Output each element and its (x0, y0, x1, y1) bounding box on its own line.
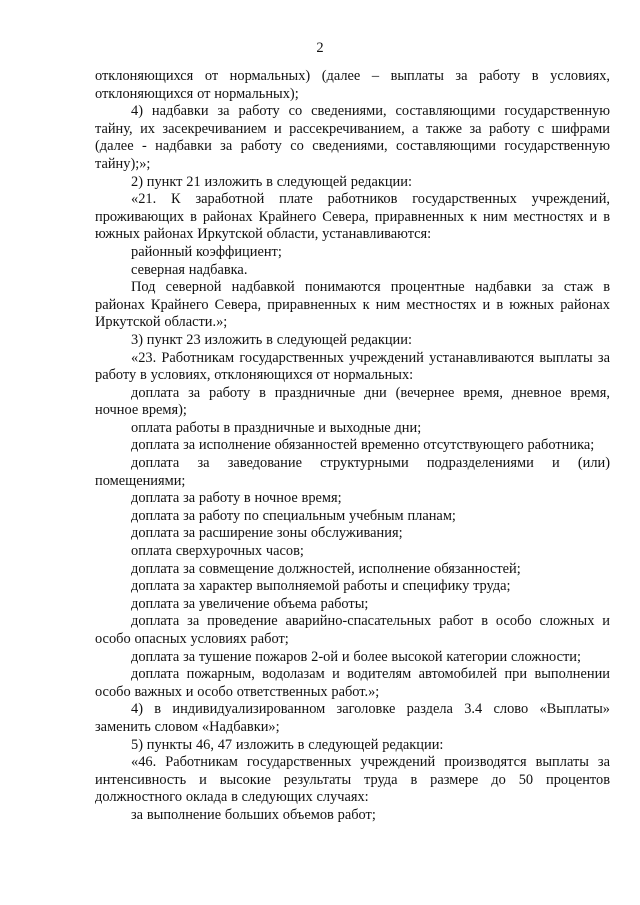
paragraph: 3) пункт 23 изложить в следующей редакции: (131, 331, 412, 348)
paragraph: 4) надбавки за работу со сведениями, составляющими государственную тайну, их засекречиванием и рассекречиванием, а также за работу с шифрами (далее - надбавки за работу со сведениями, составляющими государственную тайну);»; (95, 103, 610, 172)
paragraph: северная надбавка. (131, 261, 248, 278)
paragraph: доплата за проведение аварийно-спасательных работ в особо сложных и особо опасных условиях работ; (95, 613, 610, 647)
document-body (95, 68, 610, 825)
paragraph: Под северной надбавкой понимаются процентные надбавки за стаж в районах Крайнего Севера, приравненных к ним местностях и в южных районах Иркутской области.»; (95, 279, 610, 331)
paragraph: 4) в индивидуализированном заголовке раздела 3.4 слово «Выплаты» заменить словом «Надбавки»; (95, 701, 610, 735)
paragraph: доплата за тушение пожаров 2-ой и более высокой категории сложности; (131, 648, 581, 665)
paragraph: доплата за работу по специальным учебным планам; (131, 507, 456, 524)
paragraph: «23. Работникам государственных учреждений устанавливаются выплаты за работу в условиях, отклоняющихся от нормальных: (95, 349, 610, 384)
paragraph: доплата за заведование структурными подразделениями и (или) помещениями; (95, 455, 610, 489)
paragraph: «21. К заработной плате работников государственных учреждений, проживающих в районах Крайнего Севера, приравненных к ним местностях и в южных районах Иркутской области, устанавливаются: (95, 191, 610, 243)
paragraph: доплата за работу в ночное время; (131, 490, 342, 507)
paragraph: доплата за совмещение должностей, исполнение обязанностей; (131, 560, 521, 577)
paragraph: доплата за работу в праздничные дни (вечернее время, дневное время, ночное время); (95, 384, 610, 419)
paragraph: оплата работы в праздничные и выходные дни; (131, 419, 422, 436)
paragraph: 2) пункт 21 изложить в следующей редакции: (131, 173, 412, 190)
paragraph: районный коэффициент; (131, 243, 282, 260)
paragraph: доплата за характер выполняемой работы и специфику труда; (131, 578, 511, 595)
paragraph: за выполнение больших объемов работ; (131, 806, 376, 823)
paragraph: доплата за расширение зоны обслуживания; (131, 525, 403, 542)
paragraph: отклоняющихся от нормальных) (далее – выплаты за работу в условиях, отклоняющихся от нормальных); (95, 68, 610, 102)
paragraph: оплата сверхурочных часов; (131, 543, 304, 560)
paragraph: «46. Работникам государственных учреждений производятся выплаты за интенсивность и высокие результаты труда в размере до 50 процентов должностного оклада в следующих случаях: (95, 754, 610, 806)
paragraph: доплата за увеличение объема работы; (131, 595, 369, 612)
page-number: 2 (316, 40, 324, 56)
paragraph: 5) пункты 46, 47 изложить в следующей редакции: (131, 736, 444, 753)
paragraph: доплата пожарным, водолазам и водителям автомобилей при выполнении особо важных и особо ответственных работ.»; (95, 666, 610, 700)
paragraph: доплата за исполнение обязанностей временно отсутствующего работника; (131, 437, 595, 454)
